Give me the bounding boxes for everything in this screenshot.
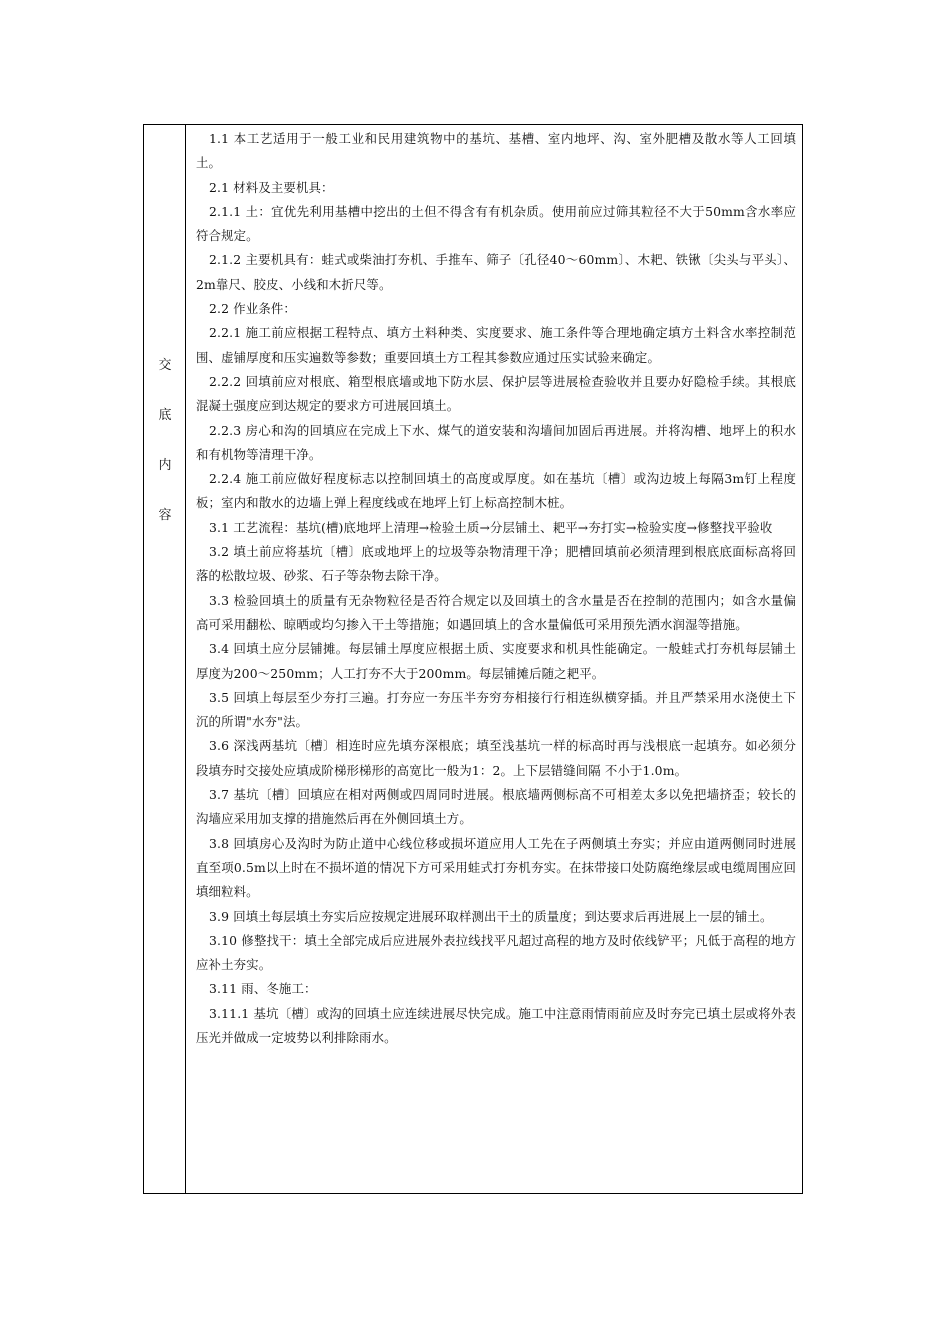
paragraph: 3.3 检验回填土的质量有无杂物粒径是否符合规定以及回填土的含水量是否在控制的范围内；如含水量偏高可采用翻松、晾晒或均匀掺入干土等措施；如遇回填上的含水量偏低可采用预先洒水润湿等措施。: [196, 592, 796, 632]
section-label: [144, 341, 186, 541]
paragraph: 3.5 回填上每层至少夯打三遍。打夯应一夯压半夯穷夯相接行行相连纵横穿插。并且严禁采用水浇使土下沉的所谓"水夯"法。: [196, 689, 796, 730]
paragraph: 2.2.2 回填前应对根底、箱型根底墙或地下防水层、保护层等进展检查验收并且要办好隐检手续。其根底混凝土强度应到达规定的要求方可进展回填土。: [196, 373, 796, 414]
paragraph: 2.1 材料及主要机具：: [209, 179, 334, 195]
paragraph: 3.11 雨、冬施工：: [209, 981, 317, 997]
paragraph: 2.1.2 主要机具有：蛙式或柴油打夯机、手推车、筛子〔孔径40～60mm〕、木耙、铁锹〔尖头与平头〕、2m靠尺、胶皮、小线和木折尺等。: [196, 252, 796, 292]
label-char: 容: [158, 508, 172, 523]
paragraph: 3.1 工艺流程：基坑(槽)底地坪上清理→检验土质→分层铺土、耙平→夯打实→检验实度→修整找平验收: [209, 519, 773, 535]
label-char: 底: [158, 408, 172, 423]
paragraph: 1.1 本工艺适用于一般工业和民用建筑物中的基坑、基槽、室内地坪、沟、室外肥槽及散水等人工回填土。: [196, 131, 796, 171]
paragraph: 2.2.4 施工前应做好程度标志以控制回填土的高度或厚度。如在基坑〔槽〕或沟边坡上每隔3m钉上程度板；室内和散水的边墙上弹上程度线或在地坪上钉上标高控制木桩。: [196, 471, 796, 511]
label-char: 交: [158, 358, 172, 373]
briefing-table: [143, 124, 803, 1194]
paragraph: 3.9 回填土每层填土夯实后应按规定进展环取样测出干土的质量度；到达要求后再进展上一层的铺土。: [209, 908, 773, 924]
paragraph: 2.2 作业条件：: [209, 301, 296, 317]
paragraph: 2.1.1 土：宜优先利用基槽中挖出的土但不得含有有机杂质。使用前应过筛其粒径不大于50mm含水率应符合规定。: [196, 203, 796, 244]
paragraph: 2.2.3 房心和沟的回填应在完成上下水、煤气的道安装和沟墙间加固后再进展。并将沟槽、地坪上的积水和有机物等清理干净。: [196, 422, 796, 462]
paragraph: 3.4 回填土应分层铺摊。每层铺土厚度应根据土质、实度要求和机具性能确定。一般蛙式打夯机每层铺土厚度为200～250mm；人工打夯不大于200mm。每层铺摊后随之耙平。: [196, 641, 796, 681]
label-column: [144, 125, 186, 1193]
content-cell: [196, 127, 796, 1050]
paragraph: 3.2 填土前应将基坑〔槽〕底或地坪上的垃圾等杂物清理干净；肥槽回填前必须清理到根底底面标高将回落的松散垃圾、砂浆、石子等杂物去除干净。: [196, 544, 796, 584]
paragraph: 3.11.1 基坑〔槽〕或沟的回填土应连续进展尽快完成。施工中注意雨情雨前应及时夯完已填土层或将外表压光并做成一定坡势以利排除雨水。: [196, 1005, 796, 1045]
paragraph: 3.10 修整找干：填土全部完成后应进展外表拉线找平凡超过高程的地方及时依线铲平；凡低于高程的地方应补土夯实。: [196, 932, 796, 973]
paragraph: 3.6 深浅两基坑〔槽〕相连时应先填夯深根底；填至浅基坑一样的标高时再与浅根底一起填夯。如必须分段填夯时交接处应填成阶梯形梯形的高宽比一般为1：2。上下层错缝间隔 不小于1.0m。: [196, 738, 796, 778]
paragraph: 3.7 基坑〔槽〕回填应在相对两侧或四周同时进展。根底墙两侧标高不可相差太多以免把墙挤歪；较长的沟墙应采用加支撑的措施然后再在外侧回填土方。: [196, 787, 796, 827]
paragraph: 3.8 回填房心及沟时为防止道中心线位移或损坏道应用人工先在子两侧填土夯实；并应由道两侧同时进展直至项0.5m以上时在不损坏道的情况下方可采用蛙式打夯机夯实。在抹带接口处防腐绝缘层或电缆周围应回填细粒料。: [196, 835, 796, 900]
paragraph: 2.2.1 施工前应根据工程特点、填方土料种类、实度要求、施工条件等合理地确定填方土料含水率控制范围、虚铺厚度和压实遍数等参数；重要回填土方工程其参数应通过压实试验来确定。: [196, 325, 796, 365]
label-char: 内: [158, 458, 172, 473]
